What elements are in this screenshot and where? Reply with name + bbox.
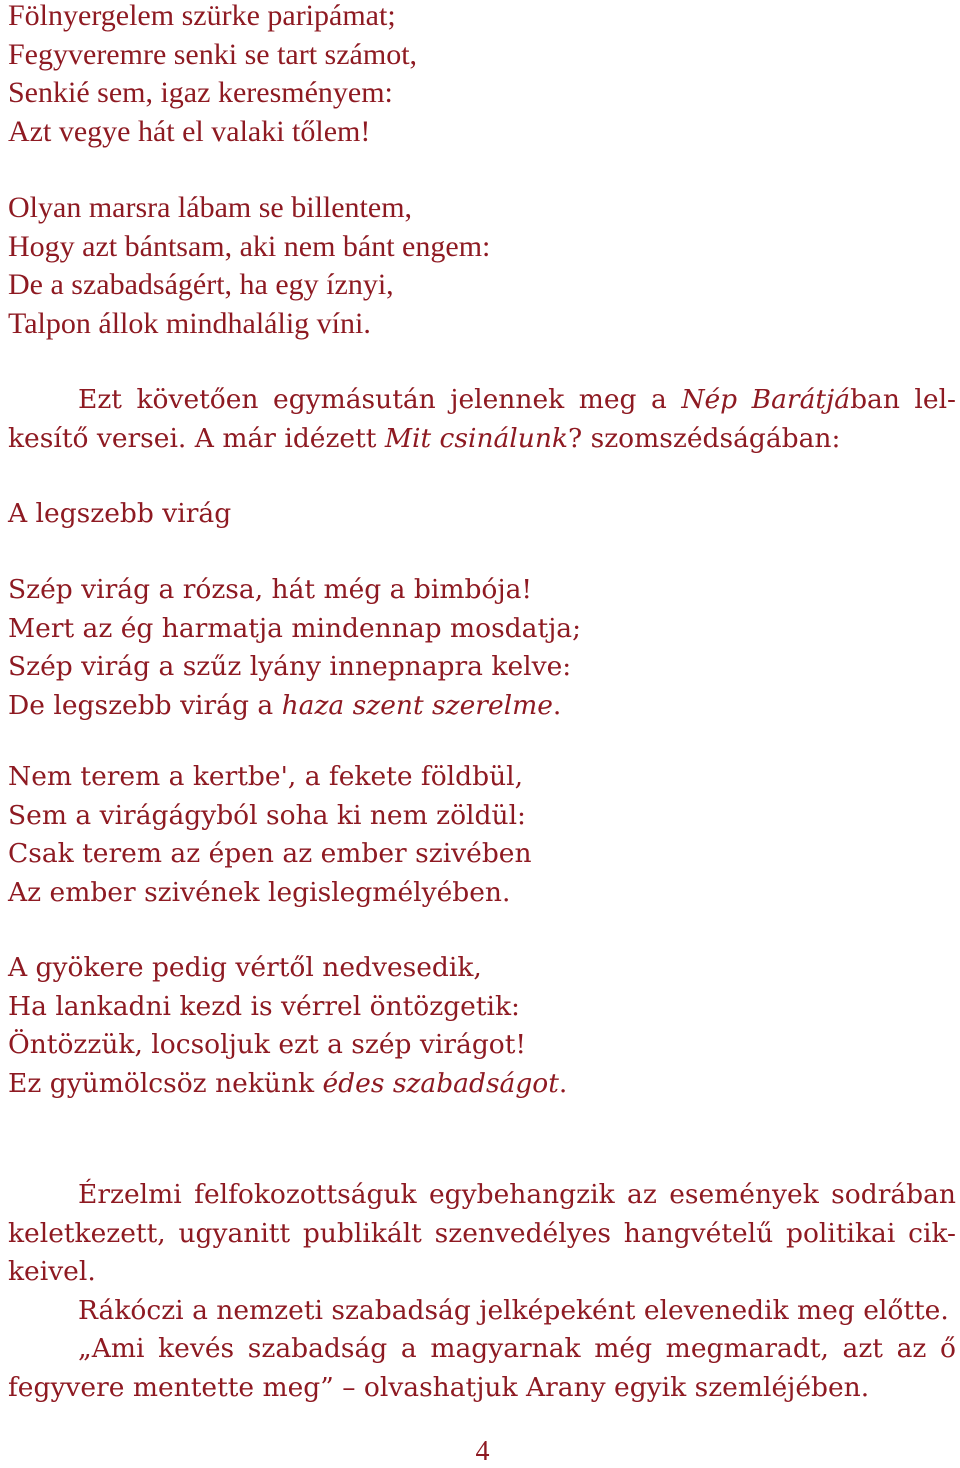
verse-line: Hogy azt bántsam, aki nem bánt engem: [8, 229, 491, 263]
verse-line: Szép virág a szűz lyány innepnapra kelve: [8, 651, 572, 682]
paragraph-line: kesítő versei. A már idézett Mit csinálunk? szomszédságában: [8, 422, 841, 454]
verse-line: Nem terem a kertbe', a fekete földbül, [8, 761, 524, 792]
verse-line: Öntözzük, locsoljuk ezt a szép virágot! [8, 1029, 527, 1060]
poem-title: A legszebb virág [8, 498, 232, 529]
verse-line: Talpon állok mindhalálig víni. [8, 306, 371, 340]
paragraph-line: Rákóczi a nemzeti szabadság jelképeként elevenedik meg előtte. [78, 1294, 949, 1326]
verse-line: De legszebb virág a haza szent szerelme. [8, 689, 562, 721]
verse-line: Senkié sem, igaz keresményem: [8, 76, 393, 109]
verse-line: Ez gyümölcsöz nekünk édes szabadságot. [8, 1067, 568, 1099]
poem-stanza-1 [8, 571, 948, 725]
verse-stanza-2 [8, 189, 948, 343]
paragraph-line: Ezt követően egymásután jelennek meg a Nép Barátjában lel- [78, 384, 957, 415]
paragraph-line: keletkezett, ugyanitt publikált szenvedélyes hangvételű politikai cik- [8, 1217, 956, 1249]
verse-line: Szép virág a rózsa, hát még a bimbója! [8, 574, 533, 605]
paragraph-line: fegyvere mentette meg” – olvashatjuk Arany egyik szemléjében. [8, 1371, 870, 1403]
page-number: 4 [475, 1436, 490, 1467]
verse-line: Az ember szivének legislegmélyében. [8, 876, 511, 908]
verse-line: A gyökere pedig vértől nedvesedik, [8, 952, 482, 983]
italic-title: Nép Barátjá [681, 384, 851, 415]
poem-stanza-2 [8, 758, 948, 912]
verse-line: Olyan marsra lábam se billentem, [8, 191, 413, 224]
paragraph-line: keivel. [8, 1256, 96, 1287]
closing-paragraphs [8, 1176, 956, 1407]
poem-stanza-3 [8, 949, 948, 1103]
italic-title: Mit csinálunk [384, 422, 568, 454]
verse-line: Azt vegye hát el valaki tőlem! [8, 114, 371, 148]
italic-phrase: haza szent szerelme [281, 689, 553, 721]
verse-line: Fölnyergelem szürke paripámat; [8, 0, 396, 32]
paragraph-line: Érzelmi felfokozottságuk egybehangzik az események sodrában [78, 1179, 956, 1210]
verse-line: Sem a virágágyból soha ki nem zöldül: [8, 799, 526, 831]
verse-stanza-1 [8, 0, 948, 151]
verse-line: Csak terem az épen az ember szivében [8, 838, 532, 869]
intro-paragraph [8, 381, 956, 458]
verse-line: Ha lankadni kezd is vérrel öntözgetik: [8, 990, 520, 1022]
paragraph-line: „Ami kevés szabadság a magyarnak még megmaradt, azt az ő [78, 1333, 956, 1364]
italic-phrase: édes szabadságot [322, 1067, 559, 1099]
verse-line: Mert az ég harmatja mindennap mosdatja; [8, 612, 582, 644]
verse-line: De a szabadságért, ha egy íznyi, [8, 268, 394, 301]
verse-line: Fegyveremre senki se tart számot, [8, 37, 418, 71]
